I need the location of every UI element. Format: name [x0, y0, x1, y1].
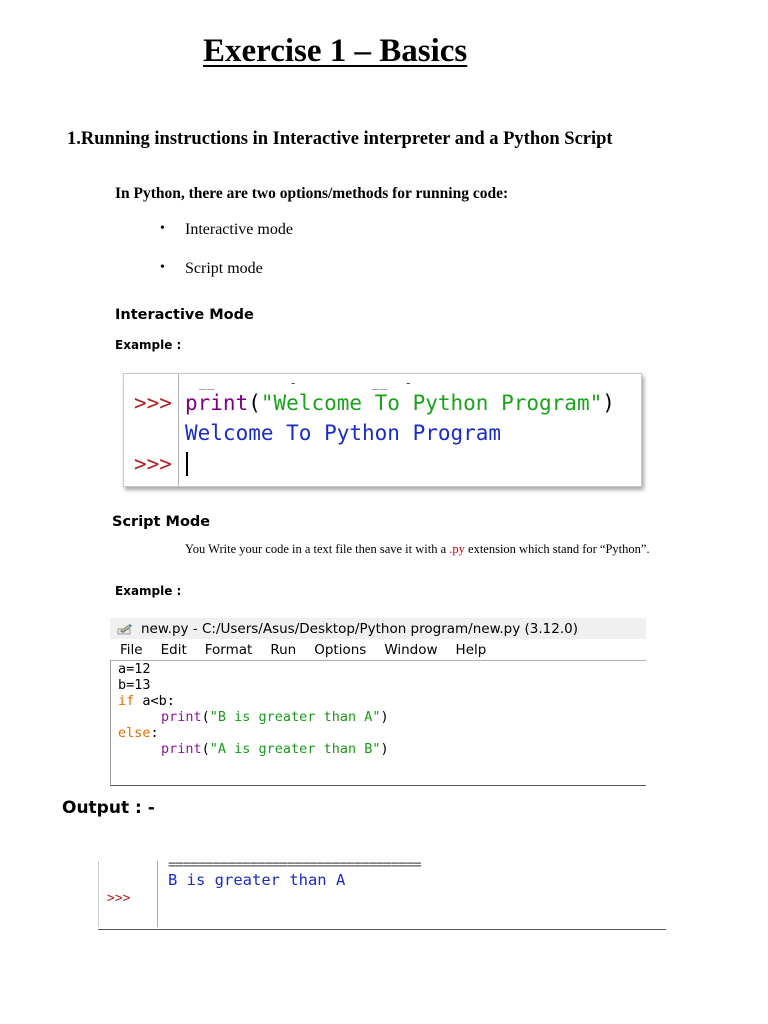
section-heading: 1.Running instructions in Interactive interpreter and a Python Script	[67, 129, 613, 149]
output-text: B is greater than A	[168, 871, 346, 889]
menu-help[interactable]: Help	[455, 641, 487, 658]
intro-text: In Python, there are two options/methods for running code:	[115, 185, 509, 202]
code-line: b=13	[118, 677, 151, 693]
restart-separator: ==================================	[168, 857, 421, 873]
cropped-line-marks: __ - __ -	[199, 376, 413, 390]
code-text: :	[150, 725, 159, 741]
output-heading: Output : -	[62, 798, 155, 818]
menu-options[interactable]: Options	[314, 641, 367, 658]
extension-text: .py	[449, 542, 465, 556]
example-label: Example :	[115, 584, 182, 598]
shell-prompt: >>>	[134, 391, 172, 415]
list-item-label: Interactive mode	[185, 221, 293, 238]
menu-edit[interactable]: Edit	[160, 641, 187, 658]
menu-run[interactable]: Run	[270, 641, 297, 658]
code-line	[118, 693, 175, 709]
output-shell-screenshot	[98, 857, 666, 930]
description-text: extension which stand for “Python”.	[464, 542, 650, 556]
code-line: a=12	[118, 661, 151, 677]
menu-format[interactable]: Format	[204, 641, 253, 658]
idle-editor-screenshot	[110, 618, 646, 786]
list-item	[160, 219, 293, 258]
text-cursor	[186, 452, 188, 476]
code-string: "Welcome To Python Program"	[260, 391, 603, 415]
list-item	[160, 258, 293, 297]
example-label: Example :	[115, 338, 182, 352]
menu-window[interactable]: Window	[384, 641, 438, 658]
code-string: "A is greater than B"	[209, 741, 381, 757]
code-text: a<b:	[134, 693, 175, 709]
editor-menubar	[110, 639, 646, 661]
code-line	[161, 709, 389, 725]
output-gutter	[98, 861, 158, 927]
code-line	[161, 741, 389, 757]
script-description	[185, 542, 665, 557]
editor-titlebar	[110, 618, 646, 639]
list-item-label: Script mode	[185, 260, 263, 277]
code-keyword: if	[118, 693, 135, 709]
mode-list	[160, 219, 293, 297]
editor-code-area[interactable]	[110, 660, 646, 786]
code-string: "B is greater than A"	[209, 709, 381, 725]
code-paren: )	[380, 741, 389, 757]
bullet-icon: •	[160, 260, 165, 275]
interactive-shell-screenshot	[123, 373, 642, 487]
code-paren: )	[602, 391, 615, 415]
interactive-mode-heading: Interactive Mode	[115, 307, 254, 323]
code-builtin: print	[161, 709, 202, 725]
shell-prompt: >>>	[134, 452, 172, 476]
shell-prompt: >>>	[107, 891, 131, 906]
shell-output-line: Welcome To Python Program	[185, 421, 502, 445]
code-paren: (	[248, 391, 261, 415]
menu-file[interactable]: File	[120, 641, 143, 658]
code-builtin: print	[185, 391, 249, 415]
bullet-icon: •	[160, 221, 165, 236]
code-builtin: print	[161, 741, 202, 757]
editor-window-title: new.py - C:/Users/Asus/Desktop/Python program/new.py (3.12.0)	[141, 620, 579, 637]
code-keyword: else	[118, 725, 151, 741]
code-paren: (	[201, 741, 210, 757]
description-text: You Write your code in a text file then save it with a	[185, 542, 450, 556]
script-mode-heading: Script Mode	[112, 514, 211, 530]
code-paren: (	[201, 709, 210, 725]
code-paren: )	[380, 709, 389, 725]
page-title: Exercise 1 – Basics	[203, 33, 468, 69]
code-line	[118, 725, 159, 741]
shell-code-line	[185, 391, 615, 415]
python-feather-icon	[116, 622, 136, 636]
